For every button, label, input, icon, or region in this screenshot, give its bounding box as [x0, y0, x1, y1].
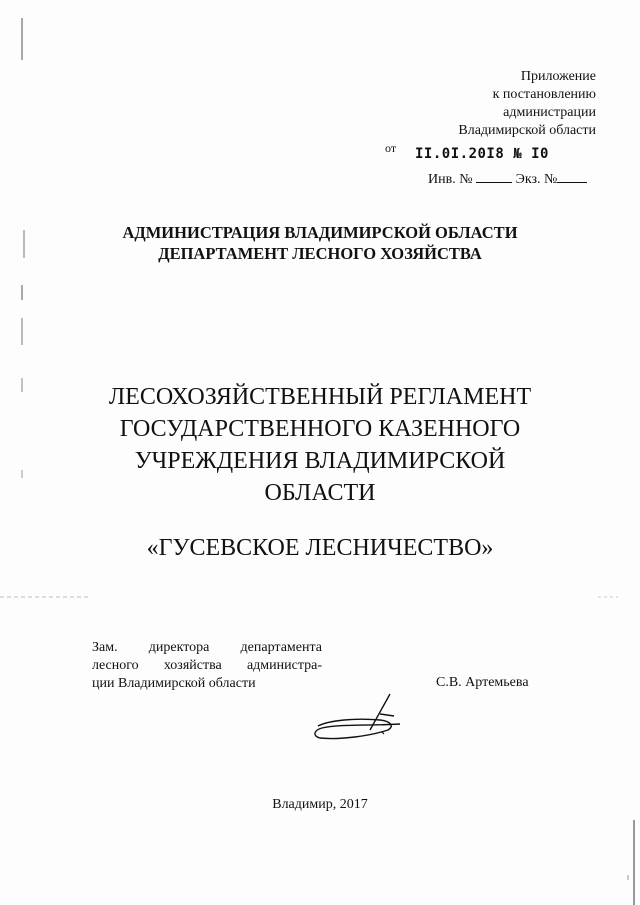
signatory-position — [92, 639, 322, 693]
signatory-name: С.В. Артемьева — [436, 675, 529, 690]
organization-header — [0, 222, 640, 264]
from-label: от — [385, 141, 397, 155]
title-line-4: ОБЛАСТИ — [264, 480, 376, 506]
annex-line-3: администрации — [503, 105, 596, 120]
inventory-line — [428, 170, 587, 188]
copy-blank — [557, 170, 587, 183]
inventory-blank — [476, 170, 512, 183]
date-number-stamp: II.0I.20I8 № I0 — [415, 146, 549, 162]
document-title — [0, 381, 640, 509]
title-line-1: ЛЕСОХОЗЯЙСТВЕННЫЙ РЕГЛАМЕНТ — [108, 384, 532, 410]
copy-label: Экз. № — [515, 172, 558, 187]
handwritten-signature — [310, 690, 410, 750]
org-line-1: АДМИНИСТРАЦИЯ ВЛАДИМИРСКОЙ ОБЛАСТИ — [122, 223, 518, 242]
position-line-1: Зам. директора департамента — [92, 640, 322, 655]
annex-line-4: Владимирской области — [458, 123, 596, 138]
org-line-2: ДЕПАРТАМЕНТ ЛЕСНОГО ХОЗЯЙСТВА — [158, 244, 482, 263]
position-line-3: ции Владимирской области — [92, 676, 256, 691]
annex-line-2: к постановлению — [492, 87, 596, 102]
document-subtitle: «ГУСЕВСКОЕ ЛЕСНИЧЕСТВО» — [146, 535, 494, 561]
city-year: Владимир, 2017 — [272, 797, 368, 812]
title-line-2: ГОСУДАРСТВЕННОГО КАЗЕННОГО — [119, 416, 521, 442]
inventory-label: Инв. № — [428, 172, 473, 187]
annex-line-1: Приложение — [520, 69, 596, 84]
position-line-2: лесного хозяйства администра- — [92, 658, 322, 673]
annex-block — [458, 68, 596, 140]
title-line-3: УЧРЕЖДЕНИЯ ВЛАДИМИРСКОЙ — [134, 448, 506, 474]
